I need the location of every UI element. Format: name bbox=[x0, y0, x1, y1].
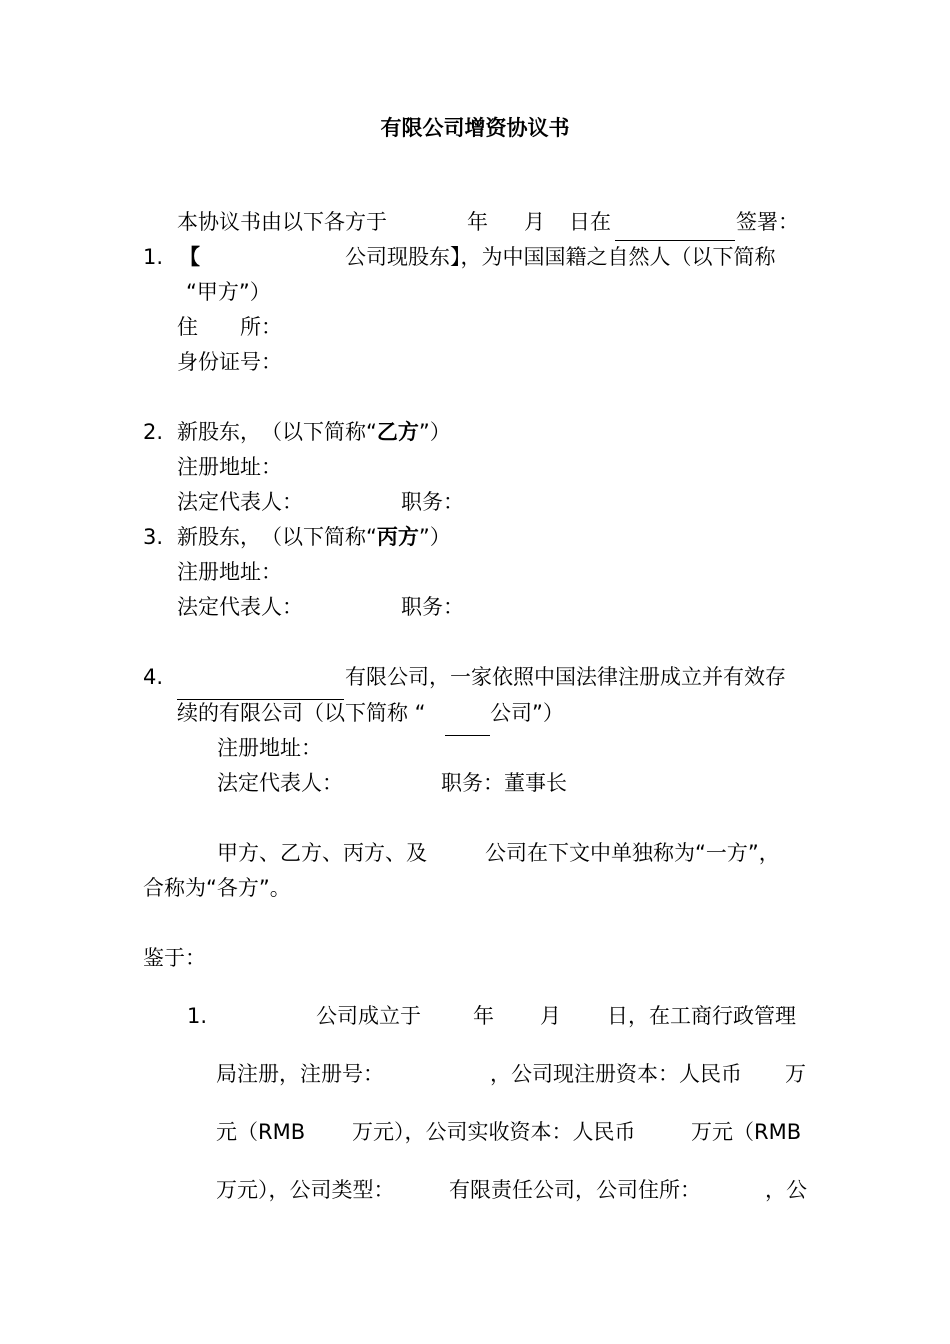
whereas-l2-a: 局注册，注册号： bbox=[216, 1062, 384, 1086]
party2-title-label: 职务： bbox=[401, 490, 464, 514]
party1-text: 公司现股东】，为中国国籍之自然人（以下简称 bbox=[345, 245, 776, 269]
party2-line: 新股东， （以下简称“乙方”） bbox=[177, 420, 451, 444]
summary-p3: 合称为“各方”。 bbox=[143, 876, 291, 900]
party1-id-label: 身份证号： bbox=[177, 350, 282, 374]
place-blank-underline bbox=[615, 240, 735, 241]
party3-line: 新股东， （以下简称“丙方”） bbox=[177, 525, 451, 549]
whereas-l2-b: ，公司现注册资本：人民币 bbox=[490, 1062, 742, 1086]
party1-bracket: 【 bbox=[179, 245, 200, 269]
intro-sign: 签署： bbox=[736, 210, 799, 234]
whereas-l3-c: 万元（RMB bbox=[691, 1120, 802, 1144]
party3-name: 丙方 bbox=[376, 525, 419, 549]
whereas-l1-a: 公司成立于 bbox=[316, 1004, 421, 1028]
intro-day-at: 日在 bbox=[569, 210, 611, 234]
whereas-l4-c: ，公 bbox=[765, 1178, 807, 1202]
party3-rep-label: 法定代表人： bbox=[177, 595, 303, 619]
whereas-l1-b: 年 bbox=[473, 1004, 494, 1028]
party4-rep-label: 法定代表人： bbox=[217, 771, 343, 795]
party4-text2b: 公司”） bbox=[490, 701, 564, 725]
whereas-number: 1. bbox=[187, 1004, 208, 1028]
whereas-l3-b: 万元），公司实收资本：人民币 bbox=[352, 1120, 636, 1144]
party2-rep-label: 法定代表人： bbox=[177, 490, 303, 514]
whereas-l2-c: 万 bbox=[785, 1062, 806, 1086]
party1-address-label: 住 所： bbox=[177, 315, 282, 339]
intro-month: 月 bbox=[524, 210, 545, 234]
party2-number: 2. bbox=[143, 420, 164, 444]
party2-address-label: 注册地址： bbox=[177, 455, 282, 479]
page-title: 有限公司增资协议书 bbox=[380, 116, 570, 140]
party4-text1: 有限公司，一家依照中国法律注册成立并有效存 bbox=[345, 665, 786, 689]
summary-p1: 甲方、乙方、丙方、及 bbox=[217, 841, 427, 865]
whereas-l4-a: 万元），公司类型： bbox=[216, 1178, 395, 1202]
company-abbr-underline bbox=[445, 735, 490, 736]
party4-text2a: 续的有限公司（以下简称 “ bbox=[177, 701, 426, 725]
party4-title-label: 职务：董事长 bbox=[441, 771, 567, 795]
party4-number: 4. bbox=[143, 665, 164, 689]
whereas-l1-c: 月 bbox=[540, 1004, 561, 1028]
intro-year: 年 bbox=[467, 210, 488, 234]
party3-title-label: 职务： bbox=[401, 595, 464, 619]
intro-text: 本协议书由以下各方于 bbox=[177, 210, 387, 234]
party1-abbr: “甲方”） bbox=[186, 280, 271, 304]
party2-name: 乙方 bbox=[376, 420, 419, 444]
party3-number: 3. bbox=[143, 525, 164, 549]
whereas-l1-d: 日，在工商行政管理 bbox=[607, 1004, 796, 1028]
whereas-l4-b: 有限责任公司，公司住所： bbox=[449, 1178, 701, 1202]
summary-p2: 公司在下文中单独称为“一方”， bbox=[485, 841, 780, 865]
party1-number: 1. bbox=[143, 245, 164, 269]
whereas-l3-a: 元（RMB bbox=[216, 1120, 306, 1144]
whereas-label: 鉴于： bbox=[143, 946, 206, 970]
party4-address-label: 注册地址： bbox=[217, 736, 322, 760]
party3-address-label: 注册地址： bbox=[177, 560, 282, 584]
